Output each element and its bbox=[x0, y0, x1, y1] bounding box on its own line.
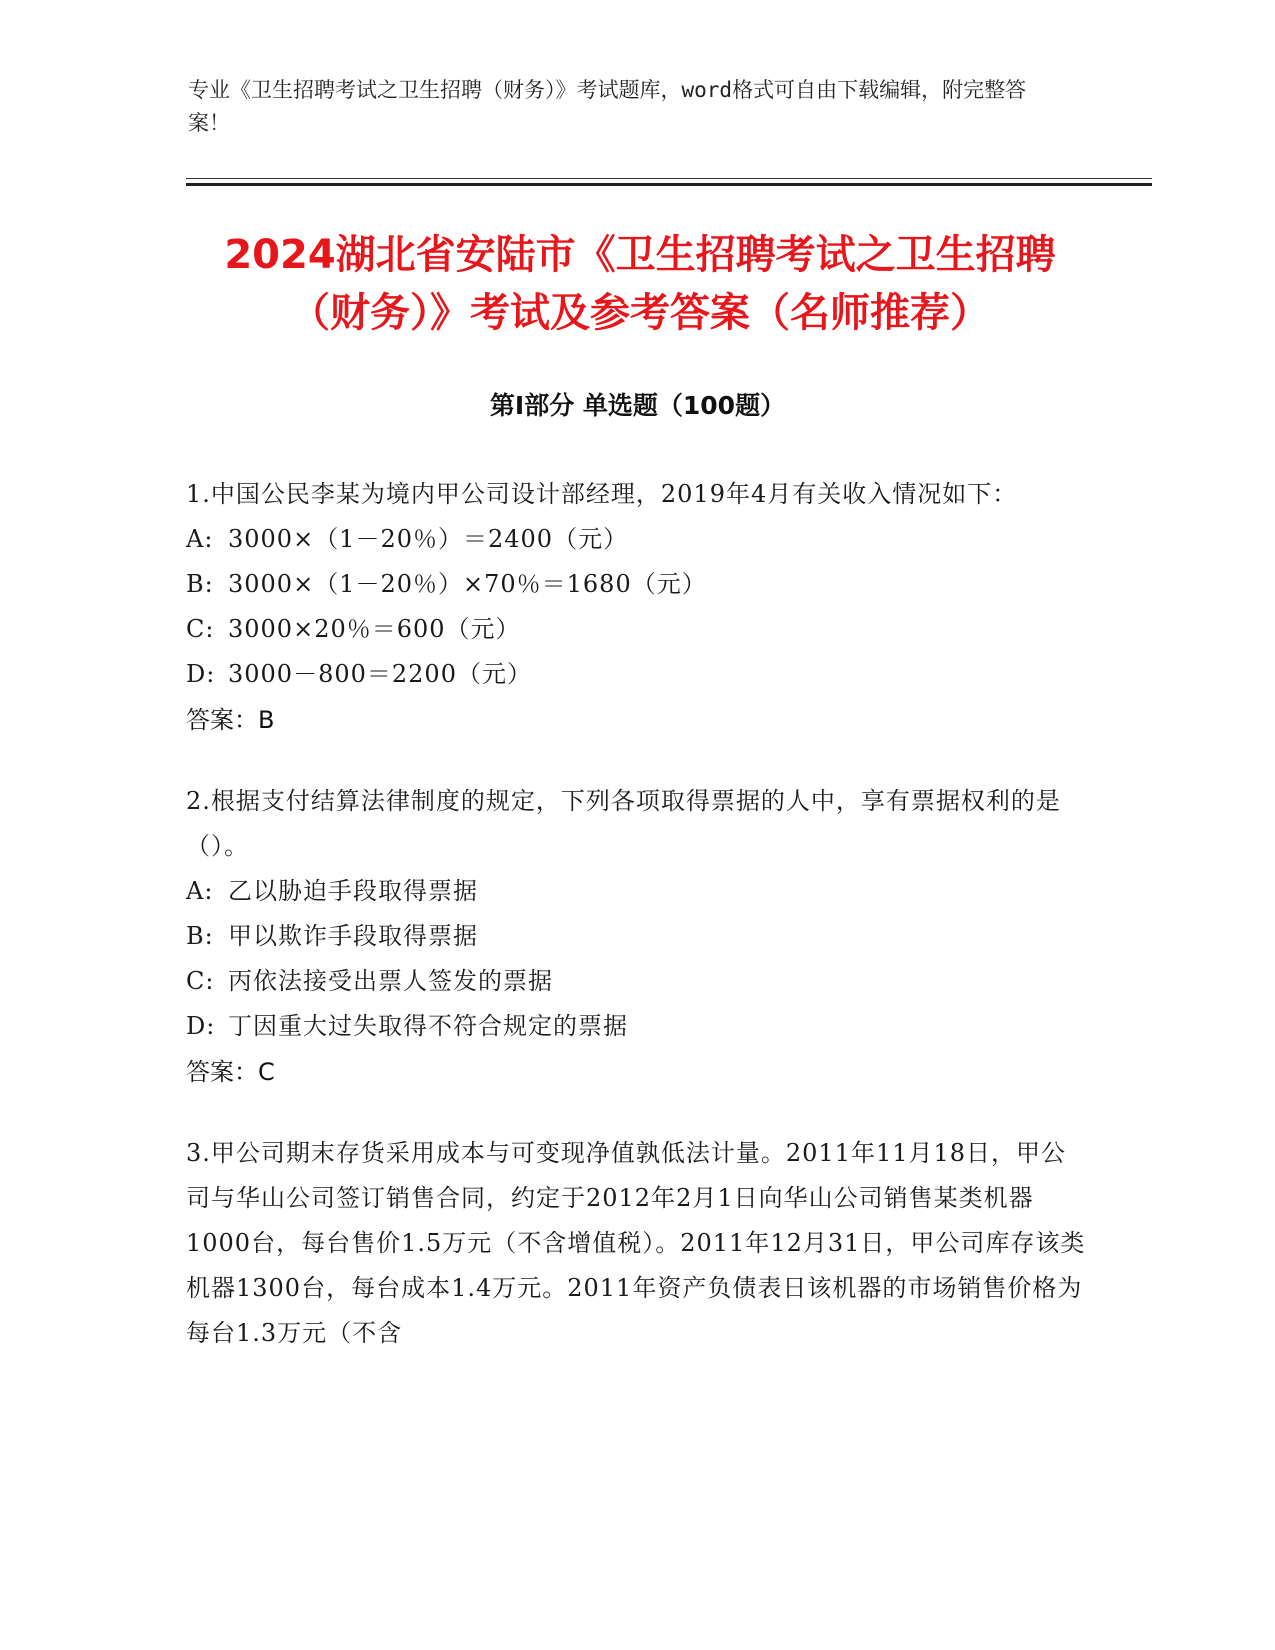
header-rule-thin bbox=[186, 178, 1152, 179]
question-stem: 2.根据支付结算法律制度的规定，下列各项取得票据的人中，享有票据权利的是（）。 bbox=[186, 787, 1061, 860]
question-3 bbox=[186, 1131, 1086, 1356]
question-list bbox=[186, 472, 1086, 1392]
option-a bbox=[186, 869, 1086, 914]
section-heading: 第Ⅰ部分 单选题（100题） bbox=[489, 391, 786, 420]
question-1 bbox=[186, 472, 1086, 743]
option-d bbox=[186, 652, 1086, 697]
option-text: 丁因重大过失取得不符合规定的票据 bbox=[228, 1012, 628, 1040]
option-text: 乙以胁迫手段取得票据 bbox=[228, 877, 478, 905]
option-a bbox=[186, 517, 1086, 562]
question-stem: 3.甲公司期末存货采用成本与可变现净值孰低法计量。2011年11月18日，甲公司与华山公司签订销售合同，约定于2012年2月1日向华山公司销售某类机器1000台，每台售价1.5万元（不含增值税）。2011年12月31日，甲公司库存该类机器1300台，每台成本1.4万元。2011年资产负债表日该机器的市场销售价格为每台1.3万元（不含 bbox=[186, 1139, 1086, 1347]
answer-line: 答案：B bbox=[186, 706, 275, 734]
option-letter: C: bbox=[186, 967, 215, 995]
header-rule-thick bbox=[186, 183, 1152, 186]
option-c bbox=[186, 607, 1086, 652]
option-letter: B: bbox=[186, 922, 214, 950]
option-letter: B: bbox=[186, 570, 214, 598]
option-letter: D: bbox=[186, 1012, 216, 1040]
document-title: 2024湖北省安陆市《卫生招聘考试之卫生招聘（财务）》考试及参考答案（名师推荐） bbox=[224, 232, 1056, 336]
question-2 bbox=[186, 779, 1086, 1095]
option-text: 3000×（1－20％）＝2400（元） bbox=[228, 525, 629, 553]
option-c bbox=[186, 959, 1086, 1004]
option-letter: A: bbox=[186, 877, 214, 905]
option-text: 甲以欺诈手段取得票据 bbox=[228, 922, 478, 950]
option-b bbox=[186, 914, 1086, 959]
option-letter: A: bbox=[186, 525, 214, 553]
option-text: 3000×（1－20％）×70％＝1680（元） bbox=[228, 570, 707, 598]
option-letter: C: bbox=[186, 615, 215, 643]
option-text: 丙依法接受出票人签发的票据 bbox=[228, 967, 553, 995]
option-d bbox=[186, 1004, 1086, 1049]
option-text: 3000－800＝2200（元） bbox=[228, 660, 532, 688]
question-stem: 1.中国公民李某为境内甲公司设计部经理，2019年4月有关收入情况如下： bbox=[186, 480, 1018, 508]
header-note: 专业《卫生招聘考试之卫生招聘（财务）》考试题库，word格式可自由下载编辑，附完整答案！ bbox=[188, 78, 1027, 135]
answer-line: 答案：C bbox=[186, 1058, 275, 1086]
option-b bbox=[186, 562, 1086, 607]
option-letter: D: bbox=[186, 660, 216, 688]
option-text: 3000×20％＝600（元） bbox=[228, 615, 521, 643]
